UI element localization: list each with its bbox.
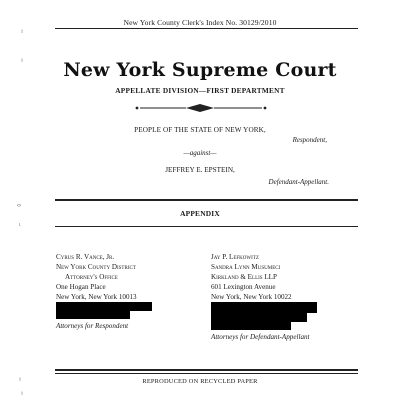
court-name: New York Supreme Court xyxy=(63,59,337,81)
defendant-role: Defendant-Appellant. xyxy=(268,178,329,186)
counsel-line: New York, New York 10013 xyxy=(56,292,137,301)
redaction-bar xyxy=(211,322,291,330)
counsel-line: One Hogan Place xyxy=(56,282,106,291)
appendix-rule-bottom xyxy=(55,226,358,227)
redaction-bar xyxy=(56,302,152,311)
counsel-line: Jay P. Lefkowitz xyxy=(211,253,259,261)
counsel-line: New York County District xyxy=(56,262,136,271)
scan-mark: ¹ xyxy=(19,378,21,384)
left-counsel-block xyxy=(56,253,137,303)
scan-mark: ¹ xyxy=(21,30,23,36)
right-counsel-block xyxy=(211,253,292,303)
ornament-divider xyxy=(0,102,400,114)
counsel-line: New York, New York 10022 xyxy=(211,292,292,301)
index-number: New York County Clerk's Index No. 30129/2010 xyxy=(123,18,277,27)
redaction-bar xyxy=(211,302,317,313)
scan-mark: ¹ xyxy=(21,59,23,65)
scan-mark: ᶫ xyxy=(19,223,21,229)
counsel-line: Attorney's Office xyxy=(65,272,118,281)
right-counsel-role: Attorneys for Defendant-Appellant xyxy=(211,333,310,341)
recycled-notice: REPRODUCED ON RECYCLED PAPER xyxy=(142,378,258,385)
redaction-bar xyxy=(211,313,307,322)
footer-rule-top xyxy=(55,369,358,371)
appendix-rule-top xyxy=(55,199,358,201)
party-defendant: JEFFREY E. EPSTEIN, xyxy=(165,166,235,174)
counsel-line: Cyrus R. Vance, Jr. xyxy=(56,253,115,261)
counsel-line: Kirkland & Ellis LLP xyxy=(211,272,277,281)
footer-rule-bottom xyxy=(55,373,358,374)
counsel-line: Sandra Lynn Musumeci xyxy=(211,262,281,271)
against-line: —against— xyxy=(183,149,217,157)
scan-mark: ¹ xyxy=(21,392,23,398)
division-title: APPELLATE DIVISION—FIRST DEPARTMENT xyxy=(115,86,285,95)
left-counsel-role: Attorneys for Respondent xyxy=(56,322,129,330)
scan-mark: ‹› xyxy=(17,203,21,209)
party-respondent: PEOPLE OF THE STATE OF NEW YORK, xyxy=(134,126,266,134)
counsel-line: 601 Lexington Avenue xyxy=(211,282,276,291)
header-rule xyxy=(55,28,358,29)
redaction-bar xyxy=(56,311,130,319)
document-title: APPENDIX xyxy=(180,209,220,218)
respondent-role: Respondent, xyxy=(292,136,327,144)
